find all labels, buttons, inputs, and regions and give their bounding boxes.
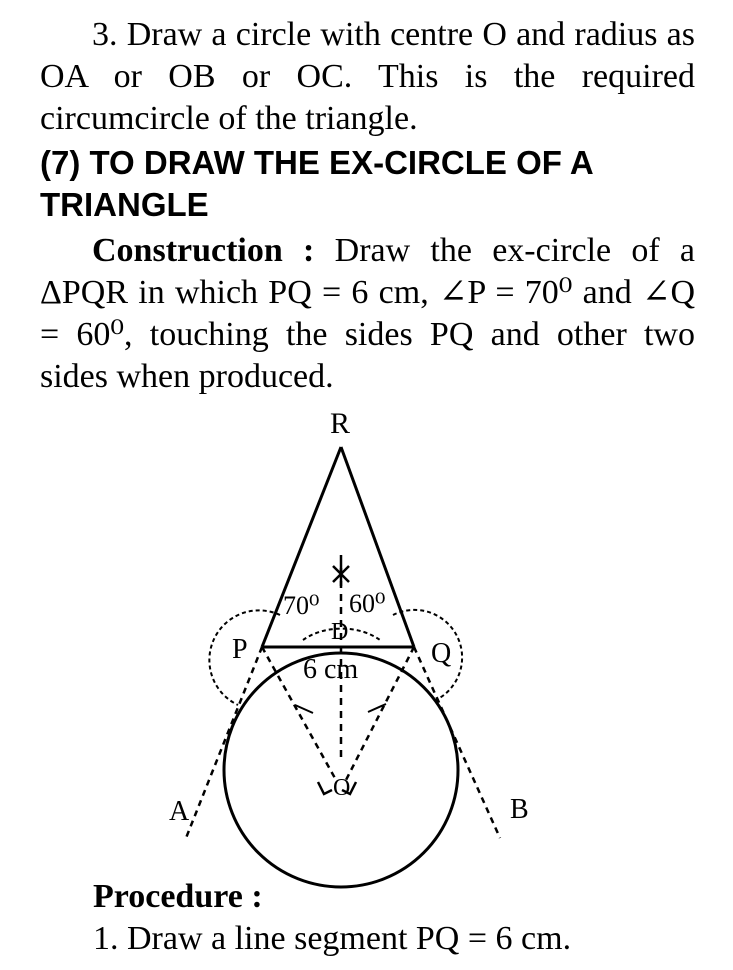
procedure-step-1: 1. Draw a line segment PQ = 6 cm. xyxy=(93,920,572,957)
construction-label: Construction : xyxy=(92,232,315,269)
construction-text: Draw the ex-circle of a ΔPQR in which PQ = 6 cm, ∠P = 70⁰ and ∠Q = 60⁰, touching the sides PQ and other two sides when produced. xyxy=(40,232,696,395)
procedure-heading: Procedure : xyxy=(93,878,263,915)
label-q: Q xyxy=(431,638,452,669)
star-mark xyxy=(333,562,349,586)
arc-at-q xyxy=(393,610,462,700)
angle-q-label: 60⁰ xyxy=(349,589,386,618)
label-d: D xyxy=(331,619,349,645)
side-pq-label: 6 cm xyxy=(303,654,359,685)
label-b: B xyxy=(510,794,529,825)
label-a: A xyxy=(169,796,190,827)
angle-p-label: 70⁰ xyxy=(283,591,320,620)
label-o: O xyxy=(333,775,351,801)
label-r: R xyxy=(330,407,351,440)
pr-produced-dashed xyxy=(186,647,262,838)
step-3-text: 3. Draw a circle with centre O and radius as OA or OB or OC. This is the required circumcircle of the triangle. xyxy=(40,16,695,137)
label-p: P xyxy=(232,634,248,665)
qr-produced-dashed xyxy=(414,647,500,838)
section-heading: (7) TO DRAW THE EX-CIRCLE OF A TRIANGLE xyxy=(40,144,593,223)
